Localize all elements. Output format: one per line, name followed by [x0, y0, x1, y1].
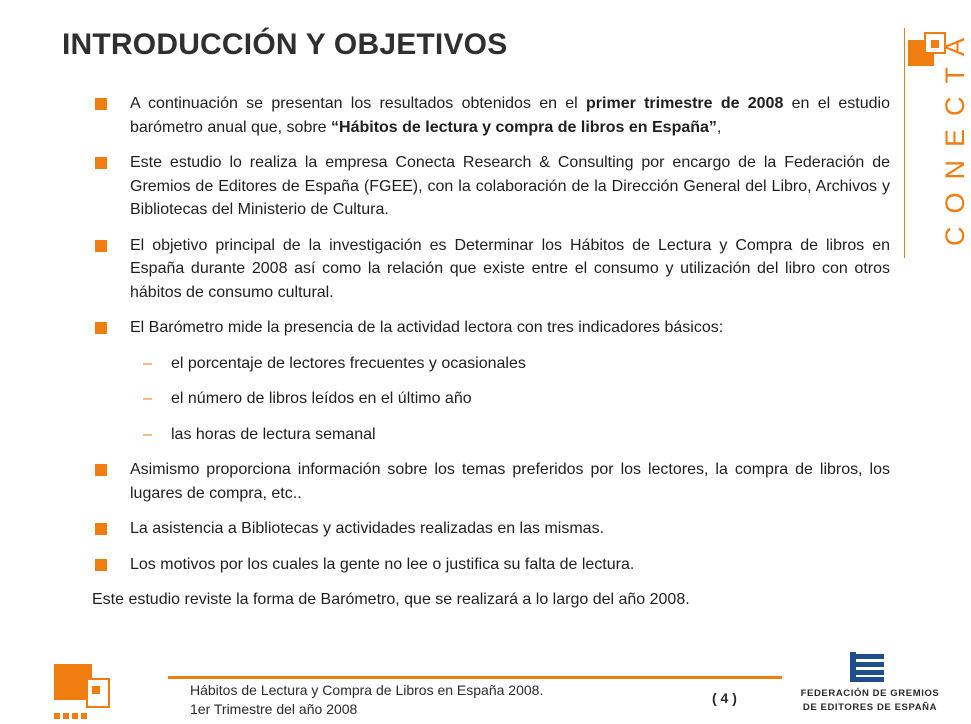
orange-square-bullet-icon [95, 98, 107, 110]
bullet-item [92, 316, 890, 340]
sub-item-text: las horas de lectura semanal [171, 425, 376, 443]
orange-square-bullet-icon [95, 322, 107, 334]
logo-vertical-line [904, 28, 905, 258]
bullet-text: El objetivo principal de la investigación es Determinar los Hábitos de Lectura y Compra de libros en España durante 2008 así como la relación que existe entre el consumo y utilización del libro con otros hábitos de consumo cultural. [130, 236, 890, 301]
closing-text: Este estudio reviste la forma de Barómetro, que se realizará a lo largo del año 2008. [92, 591, 690, 608]
footer-subtitle: 1er Trimestre del año 2008 [190, 701, 358, 717]
footer-divider [168, 676, 782, 679]
main-content [92, 92, 890, 612]
sub-item [92, 387, 890, 411]
sub-item-text: el número de libros leídos en el último año [171, 390, 472, 407]
fgee-flag-icon [850, 652, 884, 682]
page-title: INTRODUCCIÓN Y OBJETIVOS [62, 28, 508, 61]
bullet-text: El Barómetro mide la presencia de la actividad lectora con tres indicadores básicos: [130, 319, 724, 336]
orange-dash-icon: – [143, 354, 152, 372]
bullet-item [92, 458, 890, 505]
bullet-text: Este estudio lo realiza la empresa Conecta Research & Consulting por encargo de la Federación de Gremios de Editores de España (FGEE), con la colaboración de la Dirección General del Libro, Archivos y Bibliotecas del Ministerio de Cultura. [130, 154, 890, 218]
orange-square-bullet-icon [95, 464, 107, 476]
bullet-text: Asimismo proporciona información sobre los temas preferidos por los lectores, la compra de libros, los lugares de compra, etc.. [130, 461, 890, 502]
orange-square-bullet-icon [95, 157, 107, 169]
fgee-line1: FEDERACIÓN DE GREMIOS [800, 688, 940, 699]
bullet-item [92, 517, 890, 541]
sub-item [92, 352, 890, 376]
conecta-logo-text: CONECTA [940, 24, 970, 246]
bullet-text: Los motivos por los cuales la gente no lee o justifica su falta de lectura. [130, 555, 635, 573]
orange-square-bullet-icon [95, 240, 107, 252]
bullet-item [92, 553, 890, 577]
orange-square-bullet-icon [95, 523, 107, 535]
orange-square-bullet-icon [95, 559, 107, 571]
bullet-item [92, 92, 890, 139]
corner-dots-icon [54, 706, 90, 724]
fgee-line2: DE EDITORES DE ESPAÑA [802, 702, 938, 713]
sub-item [92, 423, 890, 447]
corner-small-square-icon [92, 686, 100, 694]
page-number: ( 4 ) [712, 690, 737, 706]
fgee-logo [800, 652, 940, 714]
footer-title: Hábitos de Lectura y Compra de Libros en España 2008. [190, 682, 544, 698]
bullet-text: La asistencia a Bibliotecas y actividades realizadas en las mismas. [130, 520, 605, 537]
bullet-text: A continuación se presentan los resultados obtenidos en el primer trimestre de 2008 en el estudio barómetro anual que, sobre “Hábitos de lectura y compra de libros en España”, [130, 95, 891, 136]
orange-dash-icon: – [143, 390, 152, 407]
logo-small-square-icon [931, 40, 939, 48]
bullet-item [92, 151, 890, 222]
orange-dash-icon: – [143, 425, 152, 443]
sub-item-text: el porcentaje de lectores frecuentes y ocasionales [171, 354, 526, 372]
bullet-item [92, 234, 890, 305]
corner-logo [48, 660, 118, 720]
